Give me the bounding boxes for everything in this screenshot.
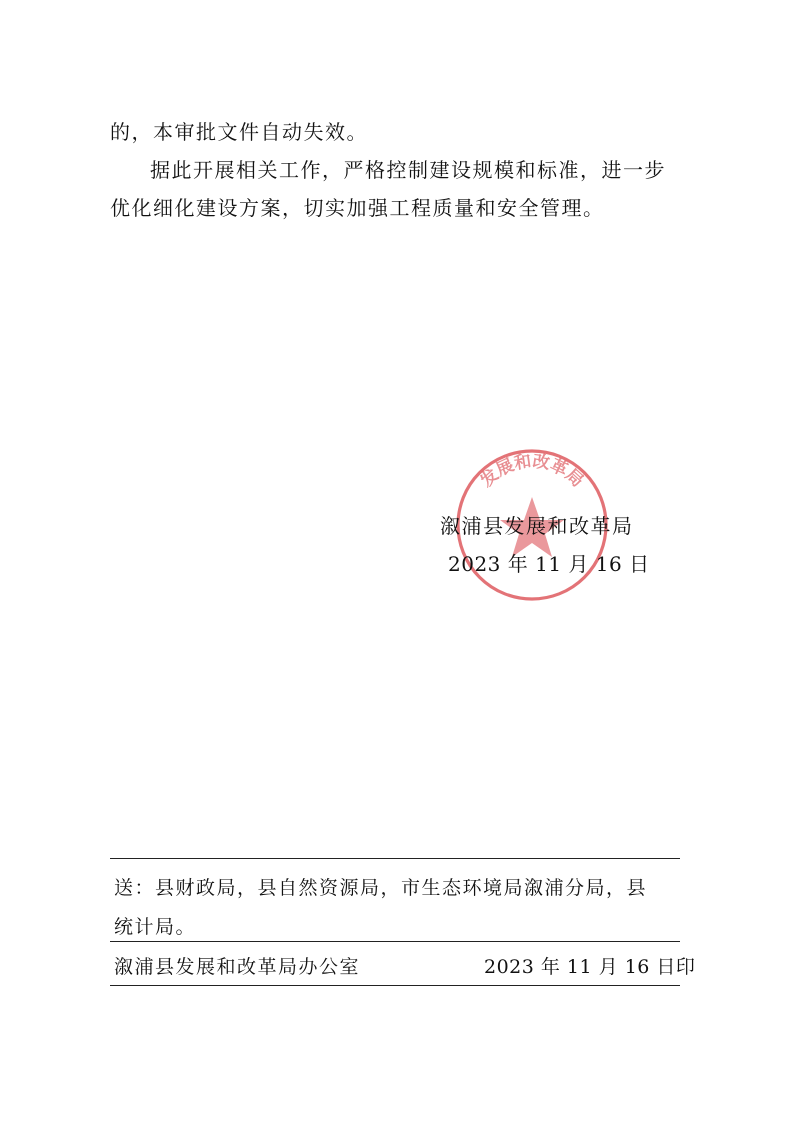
footer-print-date: 2023 年 11 月 16 日印 <box>484 956 696 978</box>
footer-office: 溆浦县发展和改革局办公室 <box>114 956 361 978</box>
body-text-line-1: 的，本审批文件自动失效。 <box>110 120 368 144</box>
svg-text:发展和改革局: 发展和改革局 <box>476 451 588 492</box>
footer-middle-rule <box>110 941 680 942</box>
footer-bottom-rule <box>110 985 680 986</box>
body-text-line-3: 优化细化建设方案，切实加强工程质量和安全管理。 <box>110 196 605 220</box>
signature-date: 2023 年 11 月 16 日 <box>448 552 650 576</box>
footer-top-rule <box>110 858 680 859</box>
body-text-line-2: 据此开展相关工作，严格控制建设规模和标准，进一步 <box>150 158 666 182</box>
signature-org: 溆浦县发展和改革局 <box>440 514 634 538</box>
footer-cc-line-2: 统计局。 <box>114 916 197 938</box>
footer-cc-line-1: 送：县财政局，县自然资源局，市生态环境局溆浦分局，县 <box>114 877 648 899</box>
